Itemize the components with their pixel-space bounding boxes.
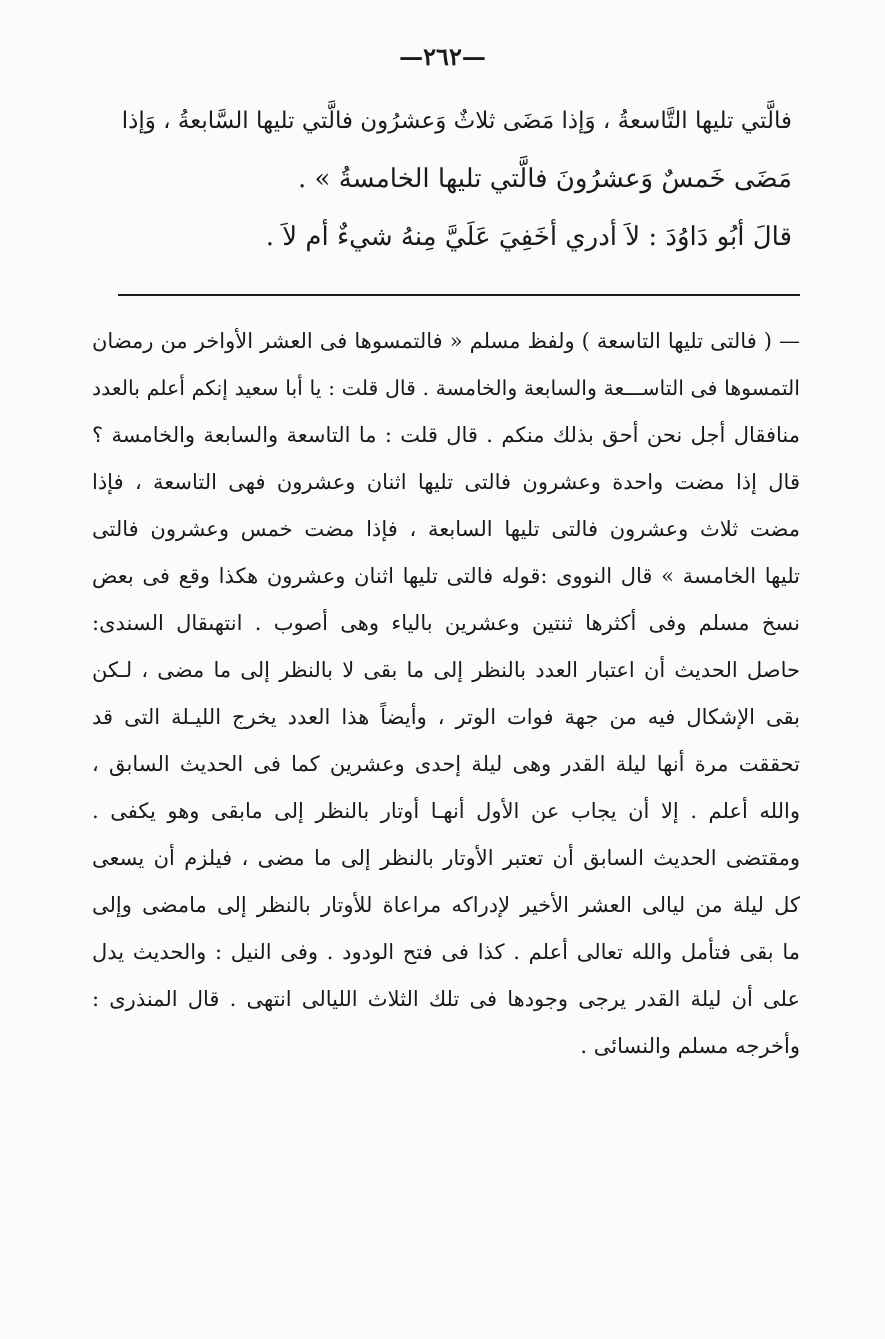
commentary-line: على أن ليلة القدر يرجى وجودها فى تلك الثلاث الليالى انتهى . قال المنذرى :	[92, 987, 800, 1011]
hadith-line: فالَّتي تليها التَّاسعةُ ، وَإذا مَضَى ثلاثٌ وَعشرُون فالَّتي تليها السَّابعةُ ، وَإذا	[121, 108, 792, 134]
commentary-line: منافقال أجل نحن أحق بذلك منكم . قال قلت : ما التاسعة والسابعة والخامسة ؟	[92, 423, 800, 447]
hadith-text	[112, 92, 792, 266]
commentary-line: التمسوها فى التاســـعة والسابعة والخامسة . قال قلت : يا أبا سعيد إنكم أعلم بالعدد	[92, 376, 800, 400]
commentary-line: نسخ مسلم وفى أكثرها ثنتين وعشرين بالياء وهى أصوب . انتهىقال السندى:	[92, 611, 800, 635]
section-divider	[118, 294, 800, 296]
commentary-text	[92, 318, 800, 1070]
commentary-line: تليها الخامسة » قال النووى :قوله فالتى تليها اثنان وعشرون هكذا وقع فى بعض	[92, 564, 800, 588]
page-number: —٢٦٢—	[399, 42, 486, 71]
commentary-line: — ( فالتى تليها التاسعة ) ولفظ مسلم « فالتمسوها فى العشر الأواخر من رمضان	[92, 329, 800, 353]
commentary-line: حاصل الحديث أن اعتبار العدد بالنظر إلى ما بقى لا بالنظر إلى ما مضى ، لـكن	[92, 658, 800, 682]
hadith-line: مَضَى خَمسٌ وَعشرُونَ فالَّتي تليها الخامسةُ » .	[298, 164, 792, 194]
commentary-line: تحققت مرة أنها ليلة القدر وهى ليلة إحدى وعشرين كما فى الحديث السابق ،	[92, 752, 800, 776]
commentary-line: وأخرجه مسلم والنسائى .	[580, 1034, 800, 1058]
commentary-line: ما بقى فتأمل والله تعالى أعلم . كذا فى فتح الودود . وفى النيل : والحديث يدل	[92, 940, 800, 964]
commentary-line: ومقتضى الحديث السابق أن تعتبر الأوتار بالنظر إلى ما مضى ، فيلزم أن يسعى	[92, 846, 800, 870]
commentary-line: مضت ثلاث وعشرون فالتى تليها السابعة ، فإذا مضت خمس وعشرون فالتى	[92, 517, 800, 541]
commentary-line: بقى الإشكال فيه من جهة فوات الوتر ، وأيضاً هذا العدد يخرج الليـلة التى قد	[92, 705, 800, 729]
hadith-line: قالَ أبُو دَاوُدَ : لاَ أدري أخَفِيَ عَلَيَّ مِنهُ شيءٌ أم لاَ .	[265, 222, 792, 252]
commentary-line: كل ليلة من ليالى العشر الأخير لإدراكه مراعاة للأوتار بالنظر إلى مامضى وإلى	[92, 893, 800, 917]
commentary-line: قال إذا مضت واحدة وعشرون فالتى تليها اثنان وعشرون فهى التاسعة ، فإذا	[92, 470, 800, 494]
commentary-line: والله أعلم . إلا أن يجاب عن الأول أنهـا أوتار بالنظر إلى مابقى وهو يكفى .	[92, 799, 800, 823]
